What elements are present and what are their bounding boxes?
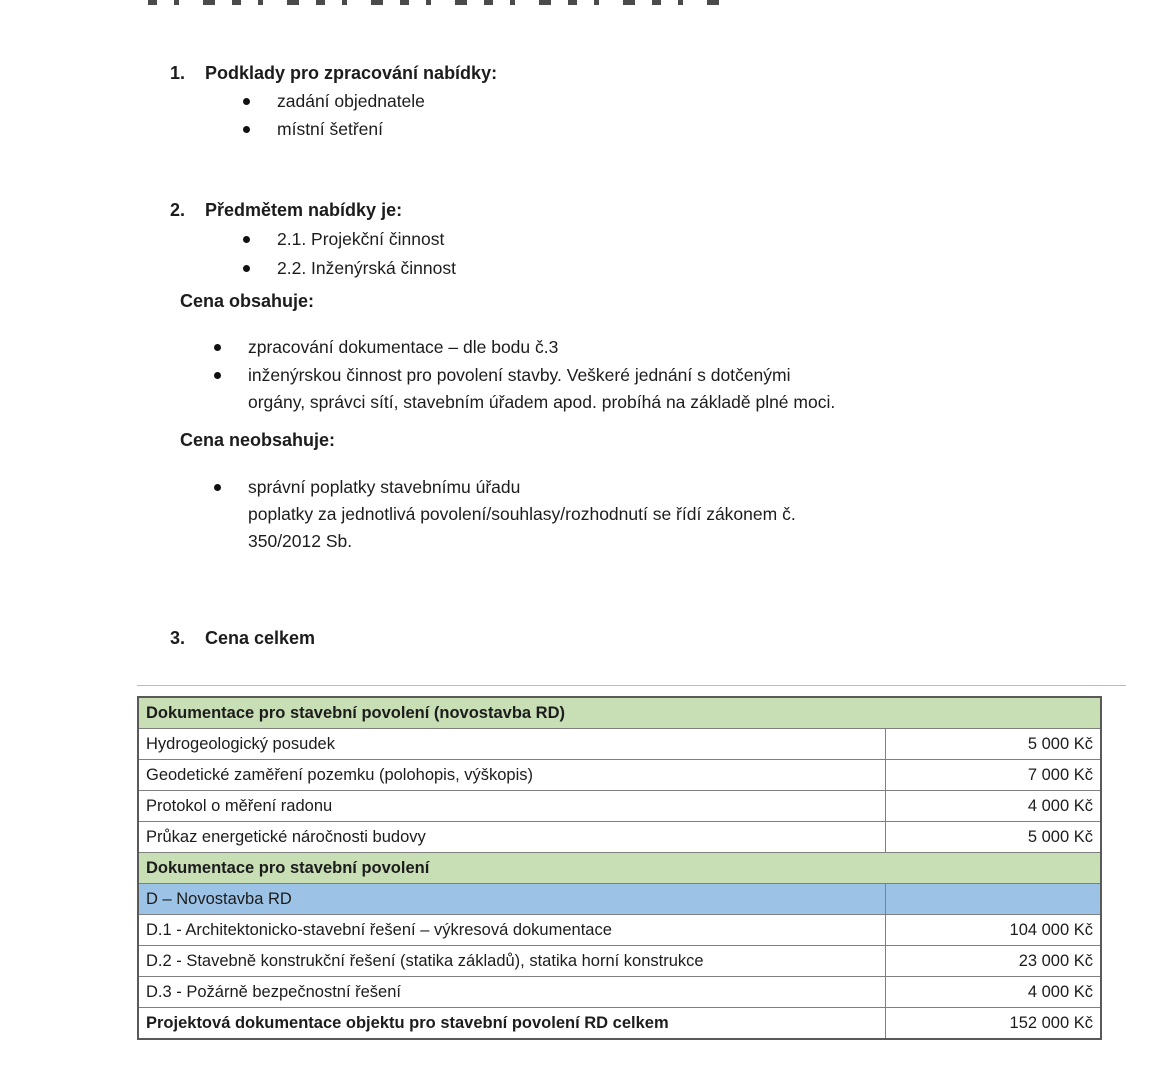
row-label: D.1 - Architektonicko-stavební řešení – výkresová dokumentace: [138, 915, 885, 946]
list-item: [277, 90, 425, 112]
row-label: Hydrogeologický posudek: [138, 729, 885, 760]
row-price: 7 000 Kč: [885, 760, 1101, 791]
row-price: 4 000 Kč: [885, 977, 1101, 1008]
cena-neobsahuje-heading: Cena neobsahuje:: [180, 430, 336, 450]
table-row: [138, 946, 1101, 977]
table-row: [138, 822, 1101, 853]
row-label: Protokol o měření radonu: [138, 791, 885, 822]
list-item-text: správní poplatky stavebnímu úřadu: [248, 477, 521, 497]
row-label: Geodetické zaměření pozemku (polohopis, výškopis): [138, 760, 885, 791]
row-price: 152 000 Kč: [885, 1008, 1101, 1040]
list-item-text: zpracování dokumentace – dle bodu č.3: [248, 337, 559, 357]
list-item-continuation: 350/2012 Sb.: [248, 531, 353, 551]
table-row-total: [138, 1008, 1101, 1040]
section-number: 2.: [170, 200, 186, 220]
bullet-dot: [214, 372, 221, 379]
row-price: 4 000 Kč: [885, 791, 1101, 822]
row-label: Průkaz energetické náročnosti budovy: [138, 822, 885, 853]
table-row: [138, 729, 1101, 760]
list-item-continuation: orgány, správci sítí, stavebním úřadem apod. probíhá na základě plné moci.: [248, 392, 836, 412]
section-title: Cena celkem: [205, 628, 316, 648]
table-row: [138, 791, 1101, 822]
row-label: D.2 - Stavebně konstrukční řešení (statika základů), statika horní konstrukce: [138, 946, 885, 977]
list-item: [248, 336, 558, 358]
table-row-subheader: [138, 884, 1101, 915]
bullet-dot: [243, 236, 250, 243]
section-title: Předmětem nabídky je:: [205, 200, 403, 220]
row-label: Projektová dokumentace objektu pro stavební povolení RD celkem: [138, 1008, 885, 1040]
section-number: 3.: [170, 628, 186, 648]
section-3-heading: [170, 627, 670, 649]
list-item: [248, 364, 790, 386]
section-number: 1.: [170, 63, 186, 83]
horizontal-rule: [137, 685, 1126, 686]
table-row-group-header: [138, 697, 1101, 729]
list-item: [277, 228, 444, 250]
price-table: [137, 696, 1102, 1040]
row-label: Dokumentace pro stavební povolení: [138, 853, 1101, 884]
list-item-text: inženýrskou činnost pro povolení stavby. Veškeré jednání s dotčenými: [248, 365, 791, 385]
row-label: D.3 - Požárně bezpečnostní řešení: [138, 977, 885, 1008]
bullet-dot: [243, 126, 250, 133]
table-row-group-header: [138, 853, 1101, 884]
row-price: 23 000 Kč: [885, 946, 1101, 977]
list-item-continuation: poplatky za jednotlivá povolení/souhlasy/rozhodnutí se řídí zákonem č.: [248, 504, 796, 524]
row-price: 5 000 Kč: [885, 822, 1101, 853]
row-price: 5 000 Kč: [885, 729, 1101, 760]
section-2-heading: [170, 199, 870, 221]
bullet-dot: [214, 344, 221, 351]
bullet-dot: [214, 484, 221, 491]
list-item: [248, 476, 520, 498]
table-row: [138, 915, 1101, 946]
table-row: [138, 977, 1101, 1008]
section-1-heading: [170, 62, 870, 84]
row-label: D – Novostavba RD: [138, 884, 885, 915]
cena-obsahuje-heading: Cena obsahuje:: [180, 291, 315, 311]
list-item: [277, 118, 383, 140]
list-item-text: 2.2. Inženýrská činnost: [277, 258, 456, 278]
list-item: [277, 257, 456, 279]
row-price: 104 000 Kč: [885, 915, 1101, 946]
list-item-text: místní šetření: [277, 119, 384, 139]
row-price: [885, 884, 1101, 915]
list-item-text: zadání objednatele: [277, 91, 425, 111]
section-title: Podklady pro zpracování nabídky:: [205, 63, 498, 83]
bullet-dot: [243, 98, 250, 105]
bullet-dot: [243, 265, 250, 272]
table-row: [138, 760, 1101, 791]
row-label: Dokumentace pro stavební povolení (novostavba RD): [138, 697, 1101, 729]
clipped-text-remnant: [148, 0, 736, 5]
list-item-text: 2.1. Projekční činnost: [277, 229, 445, 249]
